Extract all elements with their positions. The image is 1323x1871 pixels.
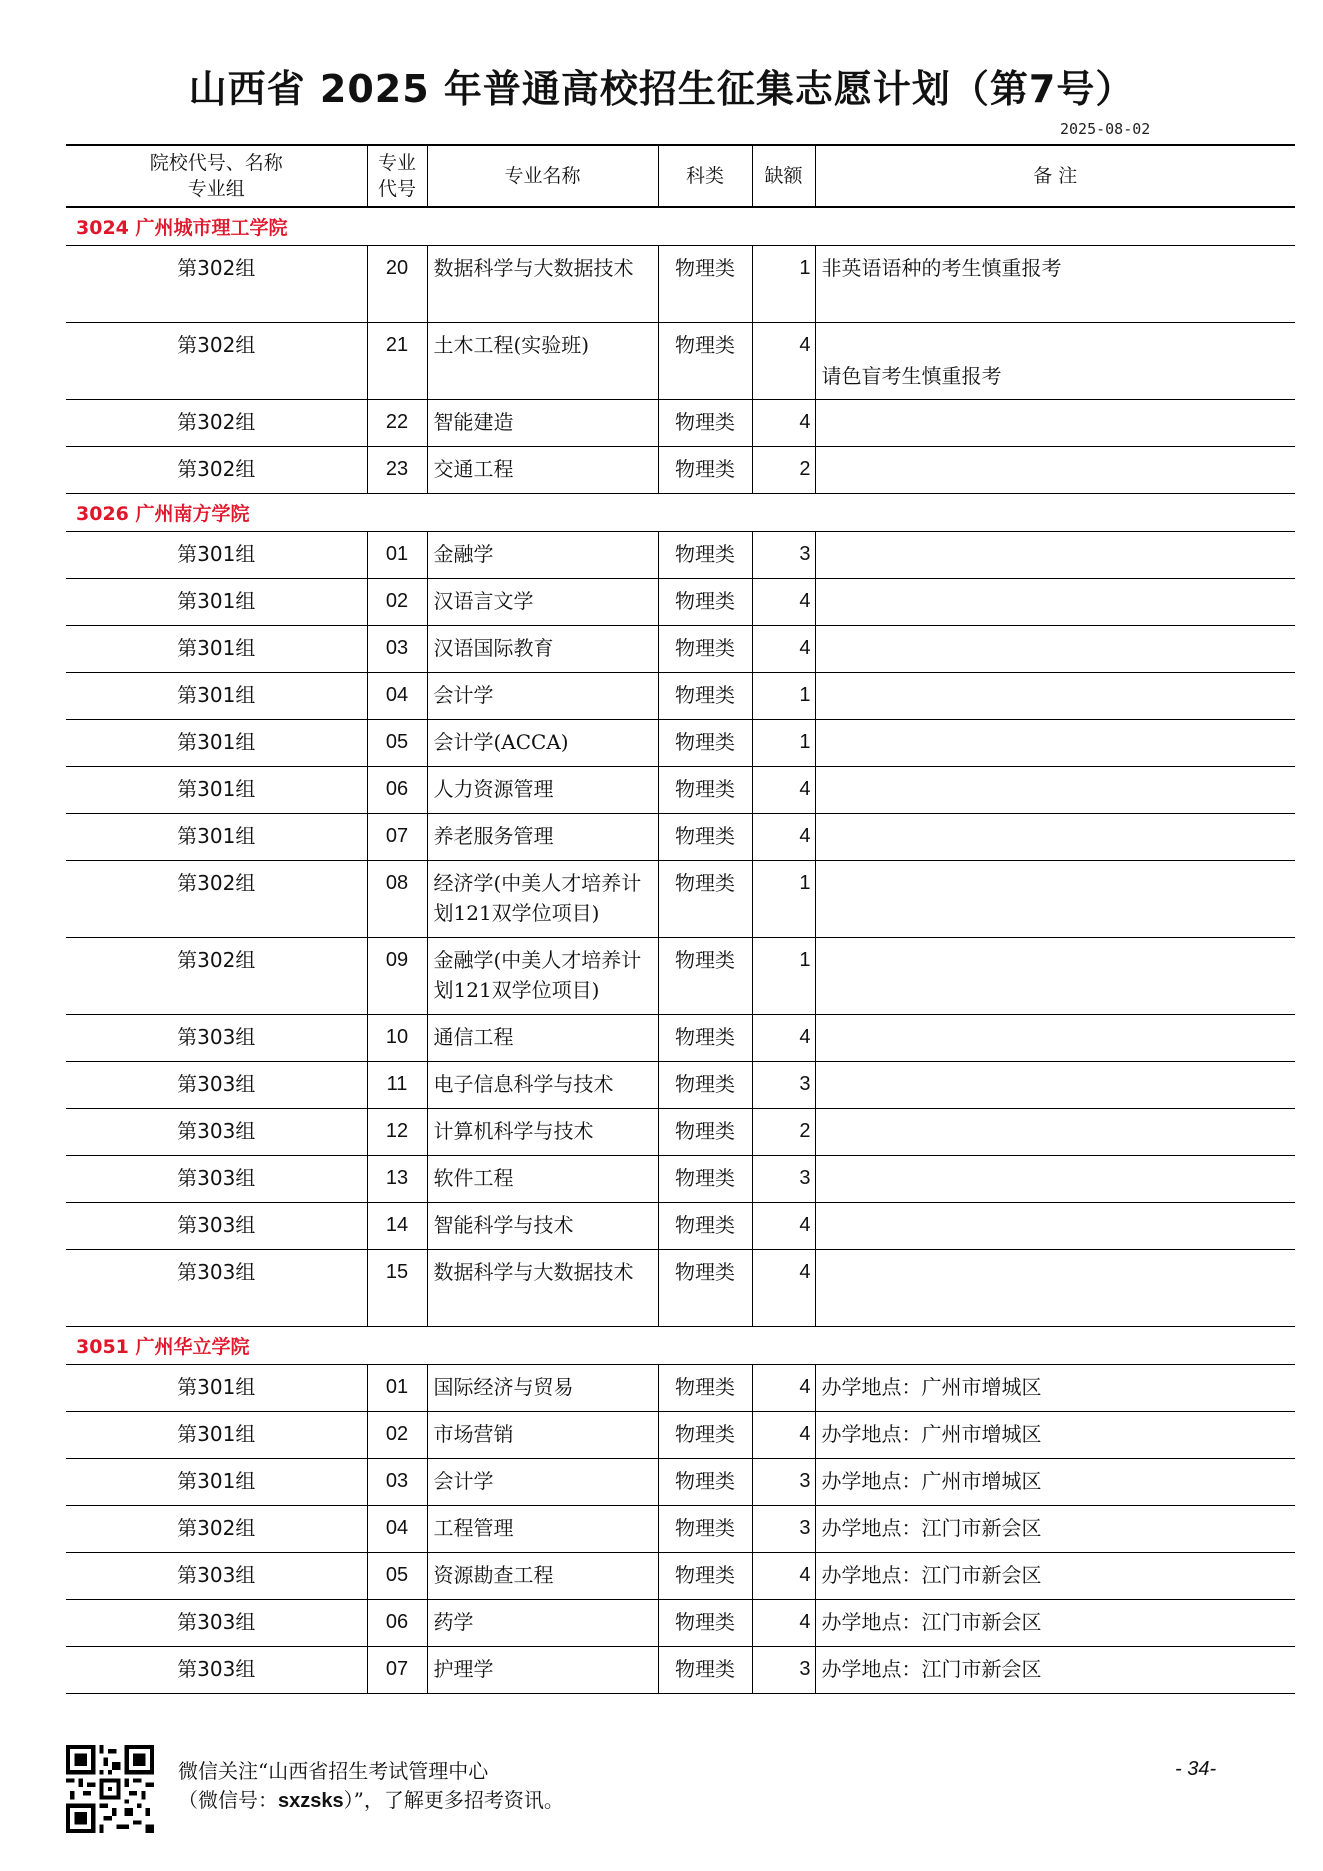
note-cell <box>815 400 1295 447</box>
page-title: 山西省 2025 年普通高校招生征集志愿计划（第7号） <box>188 67 1135 111</box>
group-cell: 第301组 <box>66 767 367 814</box>
major-name-cell: 软件工程 <box>427 1156 658 1203</box>
group-cell: 第301组 <box>66 814 367 861</box>
quota-cell: 1 <box>752 938 815 1015</box>
major-code-cell: 14 <box>367 1203 427 1250</box>
note-cell <box>815 938 1295 1015</box>
quota-cell: 4 <box>752 626 815 673</box>
category-cell: 物理类 <box>658 861 752 938</box>
table-row <box>66 579 1295 626</box>
category-cell: 物理类 <box>658 579 752 626</box>
table-row <box>66 400 1295 447</box>
table-row <box>66 673 1295 720</box>
school-heading: 3024 广州城市理工学院 <box>66 207 1295 246</box>
major-code-cell: 11 <box>367 1062 427 1109</box>
quota-cell: 4 <box>752 1015 815 1062</box>
quota-cell: 3 <box>752 1156 815 1203</box>
major-name-cell: 市场营销 <box>427 1412 658 1459</box>
category-cell: 物理类 <box>658 1015 752 1062</box>
group-cell: 第301组 <box>66 1459 367 1506</box>
category-cell: 物理类 <box>658 626 752 673</box>
major-name-cell: 会计学(ACCA) <box>427 720 658 767</box>
quota-cell: 1 <box>752 673 815 720</box>
category-cell: 物理类 <box>658 400 752 447</box>
category-cell: 物理类 <box>658 447 752 494</box>
category-cell: 物理类 <box>658 1553 752 1600</box>
table-row <box>66 767 1295 814</box>
note-cell <box>815 532 1295 579</box>
note-cell <box>815 1015 1295 1062</box>
group-cell: 第302组 <box>66 400 367 447</box>
group-cell: 第303组 <box>66 1203 367 1250</box>
group-cell: 第301组 <box>66 626 367 673</box>
major-name-cell: 智能科学与技术 <box>427 1203 658 1250</box>
note-cell <box>815 1062 1295 1109</box>
major-name-cell: 养老服务管理 <box>427 814 658 861</box>
category-cell: 物理类 <box>658 1062 752 1109</box>
quota-cell: 4 <box>752 814 815 861</box>
quota-cell: 3 <box>752 1647 815 1694</box>
category-cell: 物理类 <box>658 814 752 861</box>
major-name-cell: 数据科学与大数据技术 <box>427 246 658 323</box>
header-major: 专业名称 <box>427 145 658 207</box>
quota-cell: 1 <box>752 861 815 938</box>
note-cell <box>815 579 1295 626</box>
major-name-cell: 智能建造 <box>427 400 658 447</box>
major-name-cell: 通信工程 <box>427 1015 658 1062</box>
category-cell: 物理类 <box>658 1250 752 1327</box>
table-row <box>66 1600 1295 1647</box>
table-row <box>66 323 1295 400</box>
major-code-cell: 13 <box>367 1156 427 1203</box>
group-cell: 第302组 <box>66 447 367 494</box>
major-code-cell: 08 <box>367 861 427 938</box>
table-row <box>66 1553 1295 1600</box>
major-name-cell: 工程管理 <box>427 1506 658 1553</box>
major-name-cell: 护理学 <box>427 1647 658 1694</box>
major-code-cell: 03 <box>367 1459 427 1506</box>
category-cell: 物理类 <box>658 767 752 814</box>
major-code-cell: 04 <box>367 1506 427 1553</box>
note-cell <box>815 1156 1295 1203</box>
note-cell <box>815 673 1295 720</box>
major-code-cell: 20 <box>367 246 427 323</box>
table-row <box>66 626 1295 673</box>
table-row <box>66 532 1295 579</box>
group-cell: 第301组 <box>66 720 367 767</box>
major-code-cell: 03 <box>367 626 427 673</box>
table-row <box>66 1062 1295 1109</box>
school-heading-row <box>66 207 1295 246</box>
page-number: - 34- <box>1175 1758 1217 1780</box>
quota-cell: 1 <box>752 720 815 767</box>
group-cell: 第303组 <box>66 1600 367 1647</box>
major-name-cell: 金融学(中美人才培养计划121双学位项目) <box>427 938 658 1015</box>
quota-cell: 4 <box>752 1250 815 1327</box>
note-cell: 办学地点：广州市增城区 <box>815 1412 1295 1459</box>
quota-cell: 3 <box>752 1459 815 1506</box>
major-code-cell: 02 <box>367 1412 427 1459</box>
major-code-cell: 02 <box>367 579 427 626</box>
quota-cell: 4 <box>752 323 815 400</box>
note-cell: 办学地点：江门市新会区 <box>815 1647 1295 1694</box>
note-cell: 办学地点：广州市增城区 <box>815 1365 1295 1412</box>
major-code-cell: 09 <box>367 938 427 1015</box>
table-row <box>66 246 1295 323</box>
major-code-cell: 04 <box>367 673 427 720</box>
major-code-cell: 06 <box>367 767 427 814</box>
major-code-cell: 06 <box>367 1600 427 1647</box>
category-cell: 物理类 <box>658 938 752 1015</box>
major-code-cell: 23 <box>367 447 427 494</box>
group-cell: 第303组 <box>66 1647 367 1694</box>
group-cell: 第302组 <box>66 1506 367 1553</box>
category-cell: 物理类 <box>658 1203 752 1250</box>
header-quota: 缺额 <box>752 145 815 207</box>
major-name-cell: 金融学 <box>427 532 658 579</box>
major-name-cell: 电子信息科学与技术 <box>427 1062 658 1109</box>
note-cell <box>815 447 1295 494</box>
group-cell: 第301组 <box>66 673 367 720</box>
table-row <box>66 1506 1295 1553</box>
quota-cell: 4 <box>752 1412 815 1459</box>
publish-date: 2025-08-02 <box>1060 120 1151 138</box>
note-cell: 办学地点：江门市新会区 <box>815 1553 1295 1600</box>
category-cell: 物理类 <box>658 1109 752 1156</box>
note-cell <box>815 626 1295 673</box>
major-name-cell: 汉语国际教育 <box>427 626 658 673</box>
table-row <box>66 447 1295 494</box>
quota-cell: 4 <box>752 767 815 814</box>
major-code-cell: 12 <box>367 1109 427 1156</box>
major-name-cell: 经济学(中美人才培养计划121双学位项目) <box>427 861 658 938</box>
major-code-cell: 01 <box>367 532 427 579</box>
group-cell: 第303组 <box>66 1062 367 1109</box>
major-name-cell: 资源勘查工程 <box>427 1553 658 1600</box>
table-row <box>66 1015 1295 1062</box>
category-cell: 物理类 <box>658 532 752 579</box>
category-cell: 物理类 <box>658 1647 752 1694</box>
note-cell <box>815 1250 1295 1327</box>
category-cell: 物理类 <box>658 1156 752 1203</box>
quota-cell: 1 <box>752 246 815 323</box>
major-name-cell: 土木工程(实验班) <box>427 323 658 400</box>
table-row <box>66 1109 1295 1156</box>
table-row <box>66 938 1295 1015</box>
major-code-cell: 05 <box>367 1553 427 1600</box>
header-group: 院校代号、名称 专业组 <box>66 145 367 207</box>
footer-line-1: 微信关注“山西省招生考试管理中心 <box>178 1759 489 1783</box>
note-cell: 请色盲考生慎重报考 <box>815 323 1295 400</box>
quota-cell: 4 <box>752 1553 815 1600</box>
category-cell: 物理类 <box>658 1365 752 1412</box>
table-header-row <box>66 145 1295 207</box>
table-row <box>66 1647 1295 1694</box>
group-cell: 第303组 <box>66 1015 367 1062</box>
category-cell: 物理类 <box>658 1412 752 1459</box>
note-cell <box>815 861 1295 938</box>
note-cell: 非英语语种的考生慎重报考 <box>815 246 1295 323</box>
group-cell: 第301组 <box>66 579 367 626</box>
note-cell <box>815 1109 1295 1156</box>
table-row <box>66 861 1295 938</box>
group-cell: 第302组 <box>66 323 367 400</box>
group-cell: 第303组 <box>66 1109 367 1156</box>
major-name-cell: 数据科学与大数据技术 <box>427 1250 658 1327</box>
group-cell: 第301组 <box>66 532 367 579</box>
major-name-cell: 计算机科学与技术 <box>427 1109 658 1156</box>
major-code-cell: 22 <box>367 400 427 447</box>
footer-line-2: （微信号：sxzsks）”，了解更多招考资讯。 <box>178 1788 564 1812</box>
category-cell: 物理类 <box>658 323 752 400</box>
category-cell: 物理类 <box>658 1506 752 1553</box>
table-row <box>66 720 1295 767</box>
table-row <box>66 1250 1295 1327</box>
category-cell: 物理类 <box>658 1459 752 1506</box>
quota-cell: 2 <box>752 447 815 494</box>
table-row <box>66 1459 1295 1506</box>
quota-cell: 3 <box>752 532 815 579</box>
note-cell <box>815 1203 1295 1250</box>
major-code-cell: 15 <box>367 1250 427 1327</box>
major-code-cell: 01 <box>367 1365 427 1412</box>
table-row <box>66 1203 1295 1250</box>
quota-cell: 4 <box>752 579 815 626</box>
header-code: 专业 代号 <box>367 145 427 207</box>
note-cell <box>815 814 1295 861</box>
note-cell: 办学地点：江门市新会区 <box>815 1506 1295 1553</box>
major-name-cell: 汉语言文学 <box>427 579 658 626</box>
major-code-cell: 05 <box>367 720 427 767</box>
major-name-cell: 会计学 <box>427 1459 658 1506</box>
group-cell: 第302组 <box>66 861 367 938</box>
group-cell: 第303组 <box>66 1250 367 1327</box>
major-code-cell: 21 <box>367 323 427 400</box>
category-cell: 物理类 <box>658 673 752 720</box>
enrollment-plan-table <box>66 144 1295 1694</box>
major-name-cell: 国际经济与贸易 <box>427 1365 658 1412</box>
major-name-cell: 交通工程 <box>427 447 658 494</box>
quota-cell: 4 <box>752 1203 815 1250</box>
category-cell: 物理类 <box>658 246 752 323</box>
header-category: 科类 <box>658 145 752 207</box>
header-note: 备 注 <box>815 145 1295 207</box>
table-row <box>66 814 1295 861</box>
group-cell: 第301组 <box>66 1412 367 1459</box>
group-cell: 第302组 <box>66 246 367 323</box>
major-code-cell: 10 <box>367 1015 427 1062</box>
note-cell: 办学地点：广州市增城区 <box>815 1459 1295 1506</box>
wechat-qr-code <box>66 1745 154 1833</box>
quota-cell: 3 <box>752 1062 815 1109</box>
category-cell: 物理类 <box>658 720 752 767</box>
quota-cell: 4 <box>752 1600 815 1647</box>
group-cell: 第303组 <box>66 1553 367 1600</box>
table-row <box>66 1412 1295 1459</box>
quota-cell: 4 <box>752 1365 815 1412</box>
school-heading: 3026 广州南方学院 <box>66 494 1295 532</box>
group-cell: 第302组 <box>66 938 367 1015</box>
table-row <box>66 1156 1295 1203</box>
school-heading-row <box>66 1327 1295 1365</box>
major-name-cell: 药学 <box>427 1600 658 1647</box>
quota-cell: 4 <box>752 400 815 447</box>
category-cell: 物理类 <box>658 1600 752 1647</box>
school-heading: 3051 广州华立学院 <box>66 1327 1295 1365</box>
quota-cell: 3 <box>752 1506 815 1553</box>
major-code-cell: 07 <box>367 814 427 861</box>
table-row <box>66 1365 1295 1412</box>
group-cell: 第303组 <box>66 1156 367 1203</box>
note-cell <box>815 767 1295 814</box>
quota-cell: 2 <box>752 1109 815 1156</box>
school-heading-row <box>66 494 1295 532</box>
note-cell: 办学地点：江门市新会区 <box>815 1600 1295 1647</box>
major-name-cell: 会计学 <box>427 673 658 720</box>
group-cell: 第301组 <box>66 1365 367 1412</box>
note-cell <box>815 720 1295 767</box>
major-name-cell: 人力资源管理 <box>427 767 658 814</box>
major-code-cell: 07 <box>367 1647 427 1694</box>
footer-note <box>178 1757 564 1816</box>
